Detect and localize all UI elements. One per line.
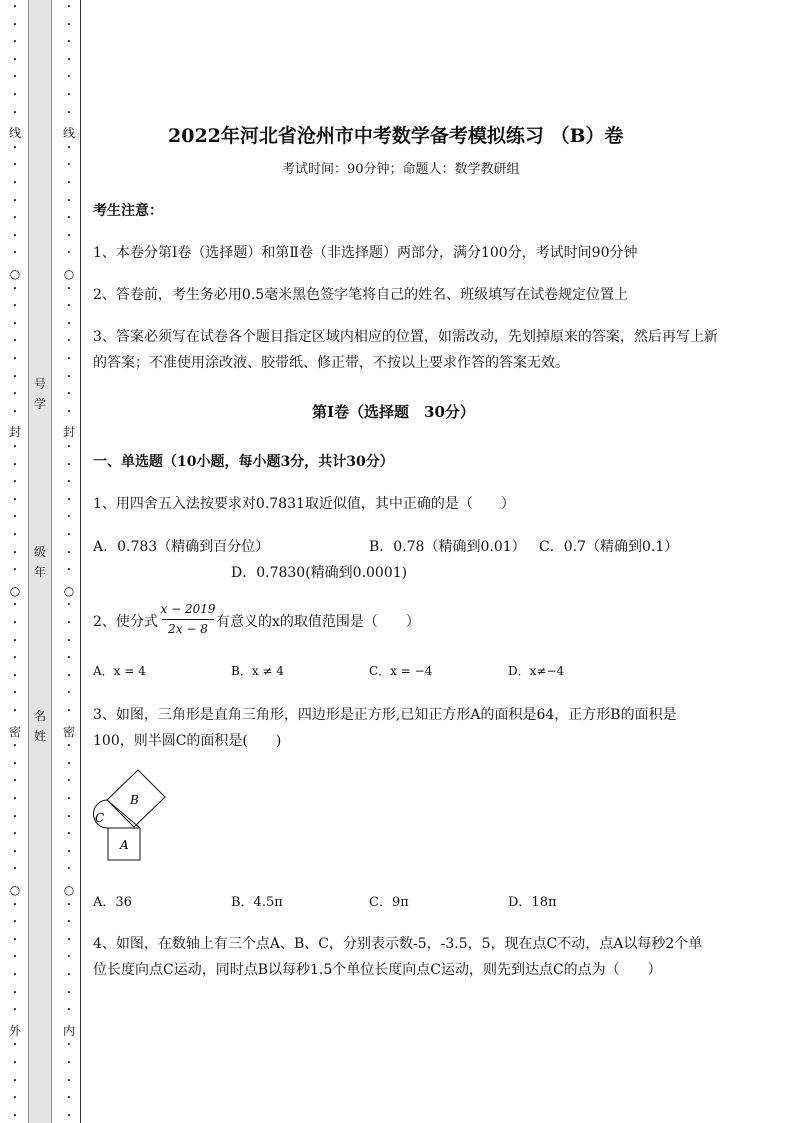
left-margin-dot: • (12, 636, 18, 645)
left-margin-dot: • (12, 830, 18, 839)
q4-stem-line2: 位长度向点C运动，同时点B以每秒1.5个单位长度向点C运动，则先到达点C的点为（ ） (93, 962, 662, 978)
left-margin-dot: • (12, 601, 18, 610)
left-margin-dot: • (12, 971, 18, 979)
left-margin-dot: • (12, 495, 18, 504)
left-margin-dot: • (12, 548, 18, 557)
q1-option-c: C．0.7（精确到0.1） (539, 539, 679, 555)
right-margin-dot: • (66, 460, 72, 469)
right-margin-dot: • (66, 566, 72, 575)
right-margin-dot: • (66, 1059, 72, 1067)
left-margin-dot: • (12, 654, 18, 663)
left-margin-dot: • (12, 443, 18, 451)
right-margin-dot: • (66, 38, 72, 47)
left-margin-dot: • (12, 777, 18, 786)
left-margin-label-6: 外 (8, 1023, 21, 1038)
right-margin-dot: • (66, 531, 72, 539)
q2-suffix: 有意义的x的取值范围是（ ） (216, 614, 420, 630)
q2-fraction-numerator: x − 2019 (160, 602, 216, 616)
right-margin-dot: • (66, 654, 72, 663)
left-margin-dot: • (12, 407, 18, 416)
right-margin-dot: • (66, 372, 72, 381)
right-margin-dot: • (66, 390, 72, 399)
left-margin-dot: • (12, 988, 18, 997)
q2-option-a: A．x = 4 (93, 664, 146, 678)
right-margin-dot: • (66, 143, 72, 152)
right-margin-dot: • (66, 179, 72, 187)
right-margin-dot: • (66, 636, 72, 645)
left-margin-dot: • (12, 478, 18, 487)
left-margin-dot: • (12, 91, 18, 99)
right-margin-dot: • (66, 73, 72, 82)
right-margin-dot: • (66, 795, 72, 803)
right-margin-label-4: 密 (62, 724, 75, 739)
left-margin-dot: • (12, 179, 18, 187)
left-margin-dot: • (12, 566, 18, 575)
strip-field-hao: 号 (33, 377, 46, 391)
left-margin-dot: • (12, 795, 18, 803)
left-margin-dot: • (12, 302, 18, 311)
right-margin-dot: • (66, 249, 72, 258)
right-margin-dot: • (66, 918, 72, 927)
right-margin-dot: • (66, 3, 72, 11)
q4-stem-line1: 4、如图，在数轴上有三个点A、B、C，分别表示数-5，-3.5，5，现在点C不动，点A以每秒2个单 (93, 936, 703, 952)
right-margin-label-0: 线 (62, 126, 75, 141)
right-margin-dot: • (66, 355, 72, 363)
q2-fraction-bar (162, 619, 214, 620)
left-margin-dot: • (12, 847, 18, 856)
right-dot-column (62, 0, 76, 1123)
right-margin-dot: • (66, 337, 72, 346)
left-margin-dot: • (12, 460, 18, 469)
notice-item-1: 1、本卷分第Ⅰ卷（选择题）和第Ⅱ卷（非选择题）两部分，满分100分，考试时间90分钟 (93, 245, 638, 261)
right-margin-dot: • (66, 196, 72, 205)
right-margin-dot: • (66, 284, 72, 293)
label-b: B (130, 793, 139, 807)
left-margin-dot: • (12, 513, 18, 522)
right-margin-label-5: ○ (63, 883, 75, 897)
right-margin-dot: • (66, 1006, 72, 1015)
q1-option-a: A．0.783（精确到百分位） (93, 539, 270, 555)
left-margin-dot: • (12, 20, 18, 29)
left-margin-dot: • (12, 742, 18, 751)
left-margin-dot: • (12, 108, 18, 117)
left-margin-dot: • (12, 1059, 18, 1067)
notice-item-3: 3、答案必须写在试卷各个题目指定区域内相应的位置，如需改动，先划掉原来的答案，然后再写上新 (93, 329, 718, 345)
left-margin-dot: • (12, 55, 18, 64)
section-heading: 一、单选题（10小题，每小题3分，共计30分） (93, 454, 394, 470)
left-margin-label-1: ○ (9, 267, 21, 281)
right-margin-dot: • (66, 689, 72, 698)
q1-option-b: B．0.78（精确到0.01） (369, 539, 526, 555)
q1-stem: 1、用四舍五入法按要求对0.7831取近似值，其中正确的是（ ） (93, 496, 515, 512)
left-margin-dot: • (12, 319, 18, 328)
right-margin-dot: • (66, 161, 72, 170)
right-margin-dot: • (66, 601, 72, 610)
left-margin-dot: • (12, 935, 18, 944)
right-margin-label-6: 内 (62, 1023, 75, 1038)
left-margin-dot: • (12, 3, 18, 11)
q3-stem-line2: 100，则半圆C的面积是( ) (93, 733, 282, 749)
right-margin-dot: • (66, 830, 72, 839)
right-margin-dot: • (66, 1076, 72, 1085)
left-margin-dot: • (12, 214, 18, 223)
q3-option-a: A．36 (93, 895, 132, 910)
right-margin-dot: • (66, 812, 72, 821)
left-margin-label-3: ○ (9, 583, 21, 598)
left-margin-dot: • (12, 249, 18, 258)
right-margin-dot: • (66, 108, 72, 117)
left-margin-dot: • (12, 196, 18, 205)
right-margin-dot: • (66, 1041, 72, 1050)
left-margin-label-0: 线 (8, 126, 21, 141)
q3-option-c: C．9π (369, 895, 409, 910)
right-margin-dot: • (66, 513, 72, 522)
right-margin-dot: • (66, 443, 72, 451)
right-margin-dot: • (66, 988, 72, 997)
right-margin-dot: • (66, 548, 72, 557)
strip-field-xue: 学 (33, 397, 46, 411)
right-margin-dot: • (66, 55, 72, 64)
notice-item-3-cont: 的答案；不准使用涂改液、胶带纸、修正带，不按以上要求作答的答案无效。 (93, 355, 569, 371)
left-margin-dot: • (12, 231, 18, 240)
left-margin-dot: • (12, 531, 18, 539)
left-margin-dot: • (12, 143, 18, 152)
right-margin-dot: • (66, 478, 72, 487)
left-margin-dot: • (12, 900, 18, 909)
right-margin-dot: • (66, 935, 72, 944)
right-margin-dot: • (66, 742, 72, 751)
strip-field-ji: 级 (33, 545, 46, 559)
q2-option-d: D．x≠−4 (508, 664, 565, 678)
right-margin-dot: • (66, 231, 72, 240)
left-margin-dot: • (12, 390, 18, 399)
strip-field-nian: 年 (33, 565, 46, 579)
left-margin-dot: • (12, 1094, 18, 1103)
left-margin-dot: • (12, 707, 18, 715)
left-margin-label-5: ○ (9, 883, 21, 897)
right-margin-dot: • (66, 319, 72, 328)
left-margin-label-4: 密 (8, 724, 21, 739)
left-margin-dot: • (12, 1041, 18, 1050)
q2-fraction-denominator: 2x − 8 (168, 622, 208, 636)
left-margin-dot: • (12, 355, 18, 363)
right-margin-dot: • (66, 759, 72, 768)
strip-field-ming: 名 (33, 709, 46, 723)
left-margin-dot: • (12, 38, 18, 47)
q1-option-d: D．0.7830(精确到0.0001) (231, 565, 408, 581)
right-margin-dot: • (66, 619, 72, 627)
right-margin-dot: • (66, 91, 72, 99)
q2-option-b: B．x ≠ 4 (231, 664, 284, 678)
right-margin-dot: • (66, 671, 72, 680)
right-margin-dot: • (66, 214, 72, 223)
left-margin-dot: • (12, 372, 18, 381)
left-margin-dot: • (12, 284, 18, 293)
right-margin-dot: • (66, 777, 72, 786)
page-title: 2022年河北省沧州市中考数学备考模拟练习 （B）卷 (168, 125, 624, 147)
right-margin-label-1: ○ (63, 267, 75, 281)
right-margin-dot: • (66, 1111, 72, 1120)
right-margin-dot: • (66, 953, 72, 962)
right-margin-dot: • (66, 20, 72, 29)
right-margin-dot: • (66, 407, 72, 416)
q3-stem-line1: 3、如图，三角形是直角三角形，四边形是正方形,已知正方形A的面积是64，正方形B的面积是 (93, 707, 677, 723)
left-margin-dot: • (12, 619, 18, 627)
q3-option-b: B．4.5π (231, 895, 283, 910)
strip-field-xing: 姓 (33, 729, 46, 743)
left-margin-dot: • (12, 953, 18, 962)
left-margin-dot: • (12, 73, 18, 82)
page-subtitle: 考试时间：90分钟；命题人：数学教研组 (282, 162, 520, 177)
right-margin-dot: • (66, 847, 72, 856)
left-margin-dot: • (12, 759, 18, 768)
margin-rule (80, 0, 81, 1123)
q3-figure (90, 764, 170, 866)
right-margin-dot: • (66, 302, 72, 311)
right-margin-dot: • (66, 971, 72, 979)
right-margin-dot: • (66, 707, 72, 715)
q2-prefix: 2、使分式 (93, 614, 158, 630)
label-a: A (120, 838, 129, 852)
left-margin-dot: • (12, 865, 18, 874)
left-margin-dot: • (12, 689, 18, 698)
left-margin-label-2: 封 (8, 425, 21, 440)
left-margin-dot: • (12, 1111, 18, 1120)
left-margin-dot: • (12, 1006, 18, 1015)
part1-heading: 第Ⅰ卷（选择题 30分） (312, 403, 475, 421)
left-dot-column (8, 0, 22, 1123)
notice-item-2: 2、答卷前，考生务必用0.5毫米黑色签字笔将自己的姓名、班级填写在试卷规定位置上 (93, 287, 629, 303)
label-c: C (95, 811, 105, 825)
q3-option-d: D．18π (508, 895, 557, 910)
left-margin-dot: • (12, 1076, 18, 1085)
notice-heading: 考生注意： (93, 203, 163, 219)
left-margin-dot: • (12, 337, 18, 346)
right-margin-dot: • (66, 1094, 72, 1103)
right-margin-dot: • (66, 900, 72, 909)
left-margin-dot: • (12, 161, 18, 170)
left-margin-dot: • (12, 918, 18, 927)
right-margin-label-3: ○ (63, 583, 75, 598)
left-margin-dot: • (12, 671, 18, 680)
right-margin-label-2: 封 (62, 425, 75, 440)
left-margin-dot: • (12, 812, 18, 821)
right-margin-dot: • (66, 865, 72, 874)
right-margin-dot: • (66, 495, 72, 504)
q2-option-c: C．x = −4 (369, 664, 433, 678)
